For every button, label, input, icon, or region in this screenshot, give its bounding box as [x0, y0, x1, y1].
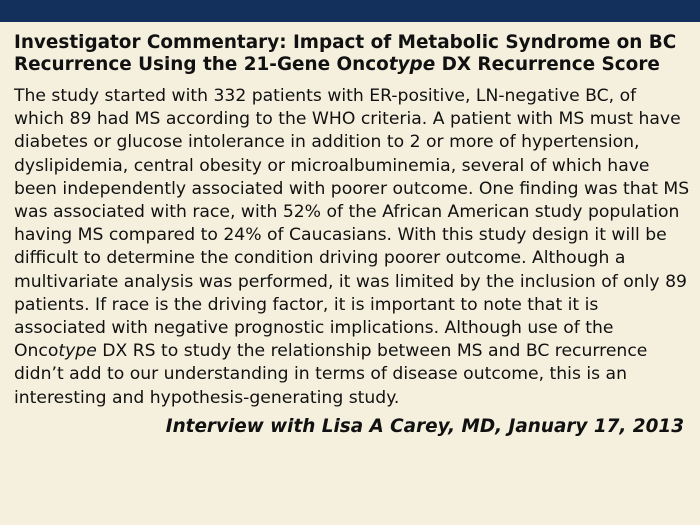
- title-text-italic: type: [388, 54, 436, 75]
- title-text-end: DX Recurrence Score: [435, 54, 660, 75]
- commentary-paragraph: [14, 85, 690, 410]
- commentary-text-italic: type: [58, 341, 97, 362]
- header-bar: [0, 0, 700, 22]
- commentary-text-end: DX RS to study the relationship between MS and BC recurrence didn’t add to our understanding in terms of disease outcome, this is an interesting and hypothesis-generating study.: [14, 341, 648, 408]
- commentary-text-start: The study started with 332 patients with ER-positive, LN-negative BC, of which 89 had MS according to the WHO criteria. A patient with MS must have diabetes or glucose intolerance in addition to 2 or more of hypertension, dyslipidemia, central obesity or microalbuminemia, several of which have been independently associated with poorer outcome. One finding was that MS was associated with race, with 52% of the African American study population having MS compared to 24% of Caucasians. With this study design it will be difficult to determine the condition driving poorer outcome. Although a multivariate analysis was performed, it was limited by the inclusion of only 89 patients. If race is the driving factor, it is important to note that it is associated with negative prognostic implications. Although use of the Onco: [14, 86, 690, 362]
- slide-title: [14, 32, 690, 76]
- interview-attribution: Interview with Lisa A Carey, MD, January 17, 2013: [165, 415, 684, 437]
- slide-content: [14, 32, 690, 439]
- title-text-start: Investigator Commentary: Impact of Metabolic Syndrome on BC Recurrence Using the 21-Gene Onco: [14, 32, 677, 75]
